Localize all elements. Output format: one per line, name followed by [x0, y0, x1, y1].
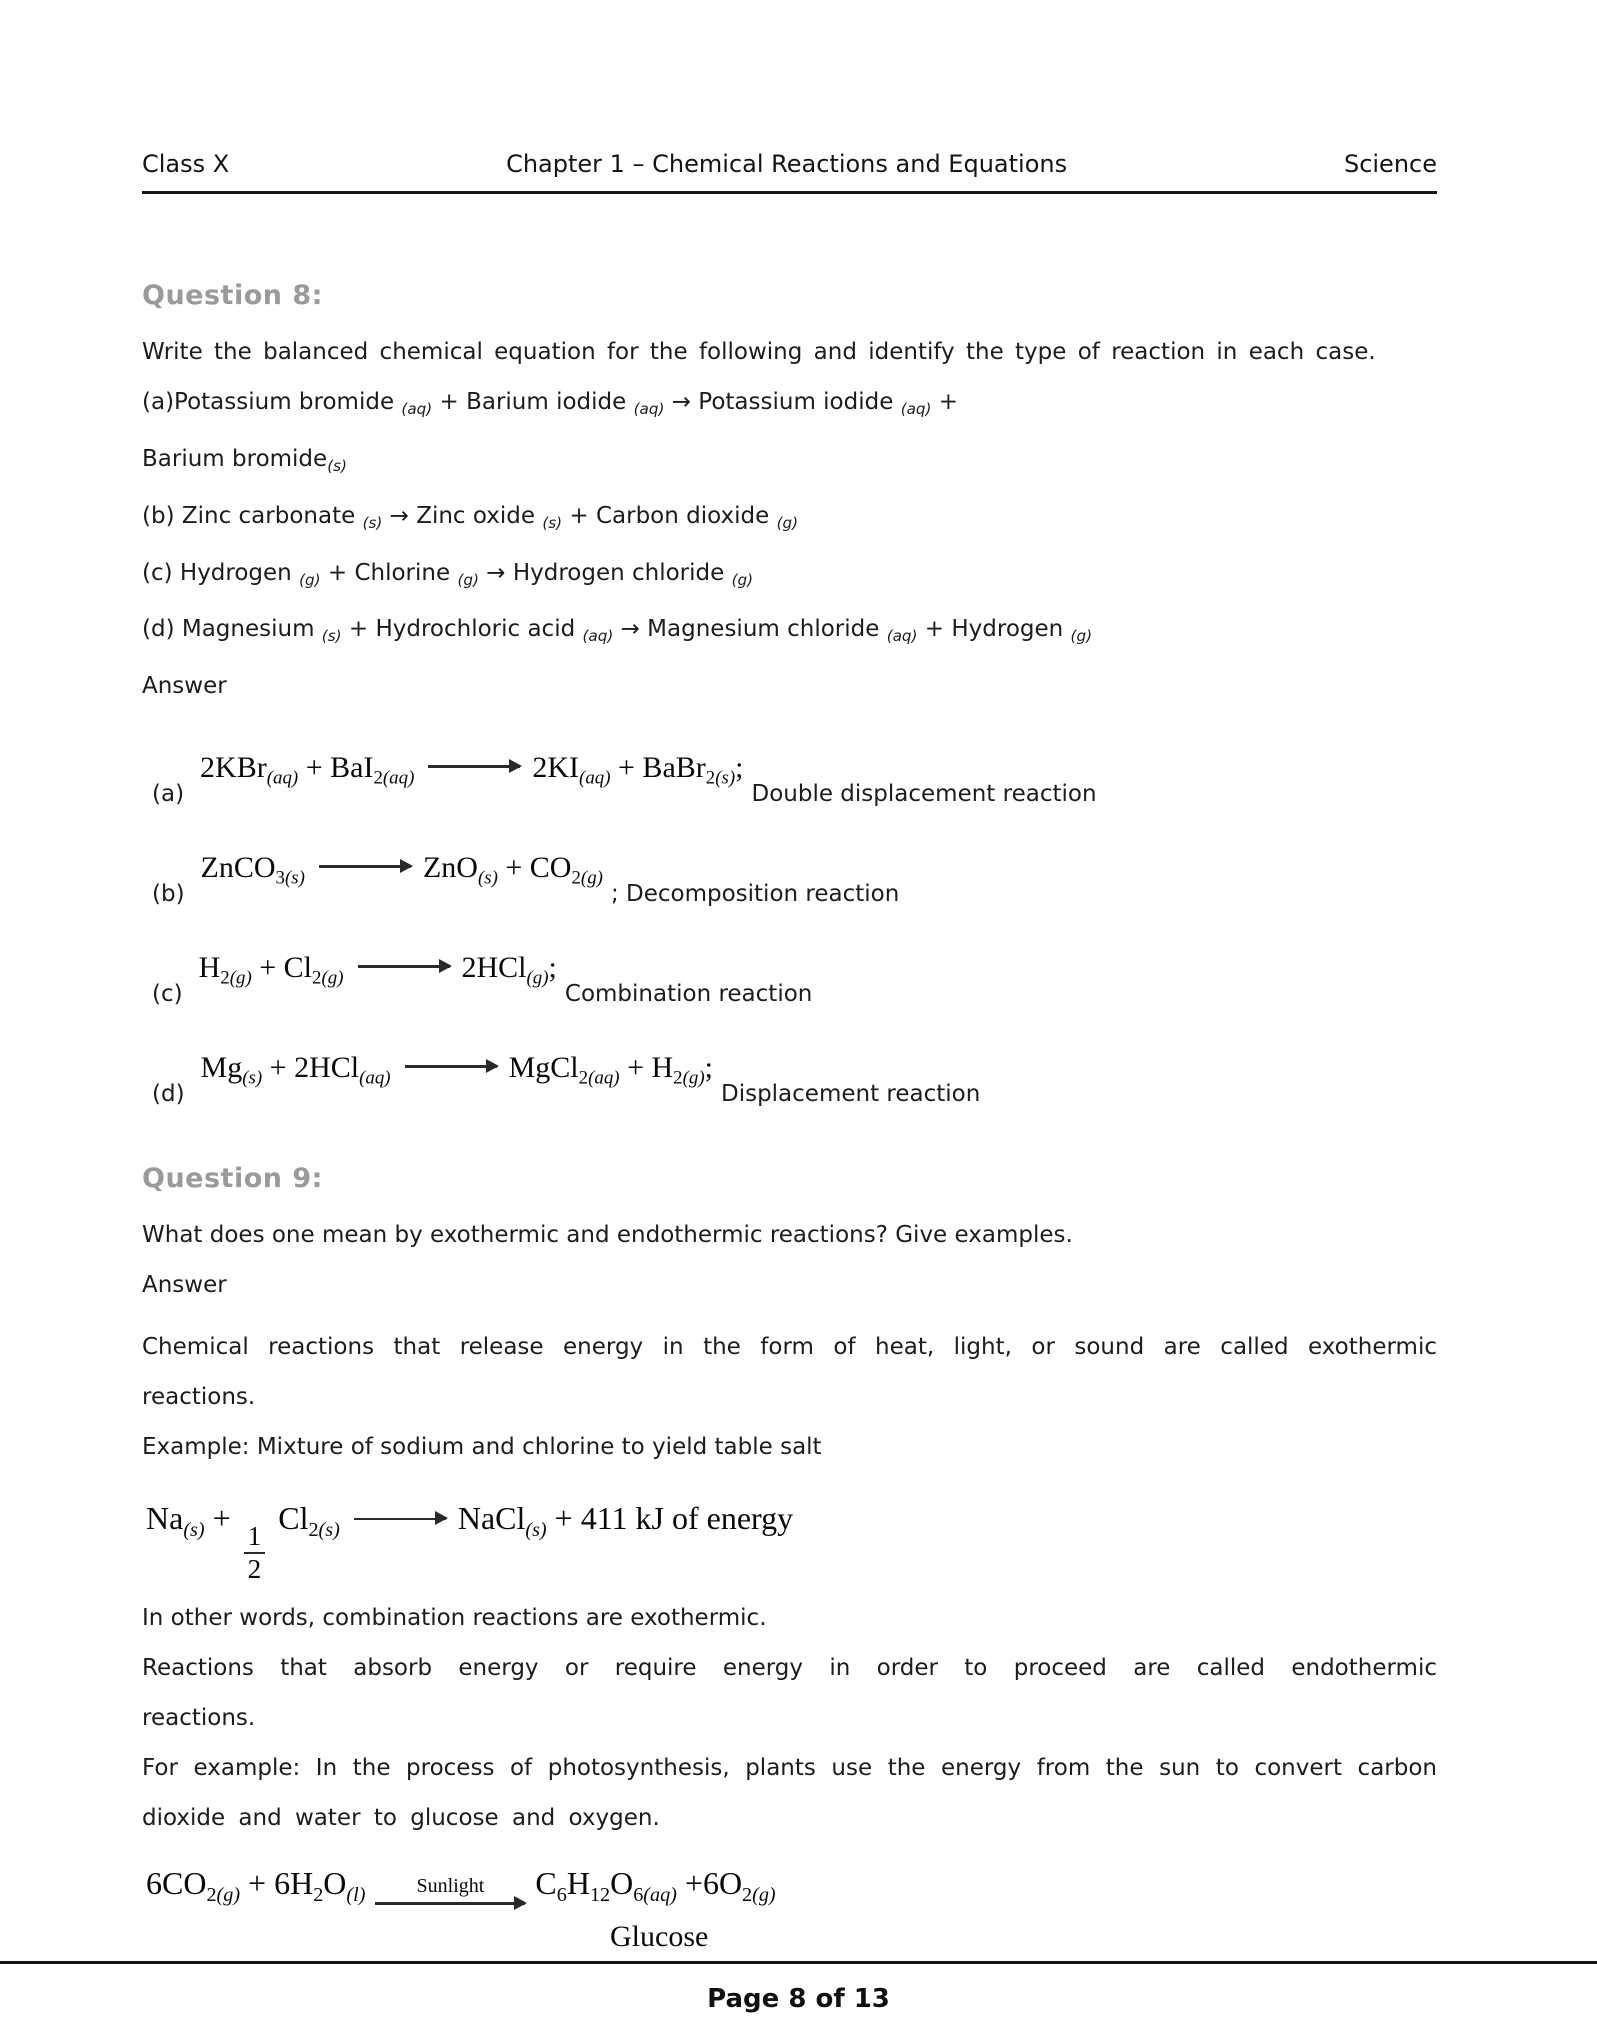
chemical-equation — [200, 751, 743, 796]
formula-subscript: (s) — [321, 627, 342, 646]
formula-text: + Carbon dioxide — [562, 502, 777, 529]
formula-subscript: (aq) — [900, 399, 932, 418]
paragraph-example: Example: Mixture of sodium and chlorine to yield table salt — [142, 1434, 822, 1461]
formula-text: (b) Zinc carbonate — [142, 502, 363, 529]
formula-text: H — [198, 950, 221, 984]
formula-text: MgCl — [508, 1050, 579, 1084]
paragraph-exothermic: Chemical reactions that release energy in the form of heat, light, or sound are called exothermic reactions. — [142, 1334, 1437, 1411]
question-8-intro: Write the balanced chemical equation for the following and identify the type of reaction in each case. — [142, 339, 1376, 365]
question-8-part-c — [142, 548, 1437, 605]
reaction-arrow — [405, 1065, 497, 1068]
formula-subscript: 6 — [633, 1884, 644, 1907]
formula-text: ; — [704, 1050, 713, 1084]
chemical-equation — [201, 1051, 713, 1096]
answer-row-b — [142, 835, 1437, 911]
formula-subscript: (aq) — [643, 1884, 677, 1907]
formula-text: Barium bromide — [142, 445, 328, 472]
formula-text: O — [323, 1865, 347, 1902]
answer-row-a — [142, 735, 1437, 811]
formula-subscript: (g) — [526, 967, 549, 989]
formula-subscript: (g) — [1070, 627, 1093, 646]
sodium-chloride-equation — [146, 1498, 1437, 1583]
formula-subscript: (aq) — [579, 767, 611, 789]
formula-subscript: (aq) — [266, 767, 299, 789]
page-header — [142, 150, 1437, 178]
formula-text: O — [610, 1865, 634, 1902]
formula-subscript: (s) — [477, 867, 498, 889]
formula-subscript: (s) — [715, 767, 736, 789]
formula-subscript: 2 — [673, 1067, 683, 1089]
formula-subscript: (aq) — [359, 1067, 391, 1089]
formula-subscript: (s) — [525, 1519, 547, 1542]
glucose-caption: Glucose — [610, 1920, 709, 1954]
formula-subscript: (s) — [318, 1519, 340, 1542]
question-9-text: What does one mean by exothermic and endothermic reactions? Give examples. — [142, 1222, 1073, 1249]
formula-text: ; — [548, 950, 557, 984]
formula-subscript: (aq) — [633, 399, 665, 418]
formula-text: + Hydrogen — [917, 616, 1071, 643]
question-8-section — [142, 280, 1437, 1111]
formula-subscript: (s) — [362, 513, 383, 532]
formula-text: + 2HCl — [262, 1050, 360, 1084]
fraction: $\frac{1}{2}$ — [244, 1522, 266, 1583]
page-number: Page 8 of 13 — [707, 1984, 890, 2014]
equation-label: (c) — [152, 981, 183, 1008]
header-subject-label: Science — [1343, 150, 1437, 178]
formula-subscript: (aq) — [886, 627, 918, 646]
formula-subscript: (g) — [731, 570, 754, 589]
formula-text: H — [566, 1865, 590, 1902]
formula-text: → Potassium iodide — [664, 389, 901, 415]
formula-text: ZnCO — [200, 850, 276, 884]
formula-text: + — [204, 1500, 239, 1537]
formula-subscript: (s) — [327, 456, 347, 475]
formula-text: + Barium iodide — [432, 389, 634, 415]
question-9-body-continued — [142, 1593, 1437, 1843]
reaction-type-label: Combination reaction — [564, 981, 813, 1008]
formula-subscript: 2 — [312, 967, 322, 989]
formula-text: NaCl — [457, 1500, 526, 1537]
reaction-arrow — [358, 965, 450, 968]
reaction-type-label: Double displacement reaction — [751, 781, 1097, 808]
paragraph-combination: In other words, combination reactions are exothermic. — [142, 1605, 767, 1632]
chemical-equation — [201, 851, 603, 896]
chemical-equation — [199, 951, 557, 996]
formula-subscript: (aq) — [582, 627, 614, 646]
formula-subscript: (g) — [299, 570, 321, 589]
formula-text: +6O — [676, 1865, 743, 1902]
formula-text: + CO — [497, 850, 572, 884]
formula-text: + Hydrochloric acid — [341, 616, 583, 643]
formula-subscript: 2 — [705, 767, 716, 789]
formula-subscript: (s) — [183, 1519, 205, 1542]
question-8-heading: Question 8: — [142, 280, 323, 311]
paragraph-photosynthesis: For example: In the process of photosynthesis, plants use the energy from the sun to convert carbon dioxide and water to glucose and oxygen. — [142, 1755, 1437, 1832]
reaction-arrow — [354, 1518, 446, 1521]
formula-text: 2KBr — [200, 750, 267, 784]
formula-text: C — [535, 1865, 557, 1902]
answer-label: Answer — [142, 1272, 227, 1299]
formula-text: + Chlorine — [320, 559, 458, 586]
formula-text: ZnO — [422, 850, 478, 884]
reaction-type-label: ; Decomposition reaction — [610, 881, 900, 908]
arrow-condition-label: Sunlight — [416, 1875, 485, 1898]
formula-text: + 6H — [240, 1865, 314, 1902]
question-8-part-d — [142, 604, 1437, 661]
formula-text: → Zinc oxide — [382, 502, 543, 529]
page-footer — [0, 1961, 1597, 2014]
formula-subscript: 2 — [206, 1884, 217, 1907]
formula-subscript: 2 — [742, 1884, 753, 1907]
question-8-body — [142, 327, 1437, 711]
formula-text: Na — [146, 1500, 184, 1537]
formula-text: + Cl — [251, 950, 313, 984]
formula-text: + BaBr — [610, 750, 706, 784]
question-9-heading: Question 9: — [142, 1163, 323, 1195]
reaction-type-label: Displacement reaction — [720, 1081, 981, 1108]
equation-label: (b) — [152, 881, 185, 908]
question-9-body — [142, 1210, 1437, 1472]
formula-subscript: (g) — [776, 513, 799, 532]
formula-text: + BaI — [298, 750, 374, 784]
formula-text: 6CO — [146, 1865, 207, 1902]
formula-subscript: 2 — [571, 867, 581, 889]
formula-subscript: 12 — [589, 1884, 611, 1907]
formula-text: ; — [735, 750, 744, 784]
equation-label: (d) — [152, 1081, 185, 1108]
header-chapter-title: Chapter 1 – Chemical Reactions and Equations — [506, 150, 1068, 178]
formula-subscript: (s) — [285, 867, 305, 889]
formula-subscript: 2 — [373, 767, 383, 789]
formula-text: (d) Magnesium — [142, 616, 322, 643]
reaction-arrow — [319, 865, 411, 868]
formula-subscript: (g) — [580, 867, 603, 889]
formula-subscript: (g) — [457, 570, 479, 589]
equation-label: (a) — [152, 781, 185, 808]
header-rule — [142, 191, 1437, 194]
question-8-part-a-line-2 — [142, 434, 1437, 491]
formula-subscript: (aq) — [588, 1067, 620, 1089]
question-8-part-b — [142, 491, 1437, 548]
formula-text: + H — [619, 1050, 674, 1084]
formula-text: Cl — [270, 1500, 309, 1537]
formula-text: → Hydrogen chloride — [478, 559, 732, 586]
reaction-arrow — [428, 765, 520, 768]
photosynthesis-equation — [146, 1863, 1437, 1908]
formula-text: Mg — [200, 1050, 243, 1084]
question-9-section — [142, 1163, 1437, 1954]
formula-subscript: 2 — [313, 1884, 324, 1907]
formula-subscript: (g) — [321, 967, 344, 989]
formula-text: + — [931, 389, 959, 415]
formula-subscript: (g) — [752, 1884, 776, 1907]
formula-subscript: (s) — [542, 513, 563, 532]
formula-text: 2KI — [532, 750, 580, 784]
formula-subscript: 2 — [220, 967, 230, 989]
formula-subscript: (g) — [229, 967, 252, 989]
formula-subscript: (g) — [682, 1067, 705, 1089]
formula-subscript: (s) — [242, 1067, 263, 1089]
formula-subscript: 6 — [556, 1884, 567, 1907]
formula-text: (c) Hydrogen — [142, 559, 300, 586]
formula-subscript: 3 — [275, 867, 285, 889]
formula-subscript: (aq) — [401, 399, 433, 418]
formula-subscript: 2 — [308, 1519, 319, 1542]
formula-subscript: (aq) — [382, 767, 415, 789]
formula-text: + 411 kJ of energy — [546, 1500, 794, 1537]
question-8-part-a-line-1 — [142, 377, 1437, 434]
formula-subscript: (l) — [346, 1884, 366, 1907]
formula-text: → Magnesium chloride — [613, 616, 887, 643]
answer-row-d — [142, 1035, 1437, 1111]
header-class-label: Class X — [142, 150, 230, 178]
formula-subscript: (g) — [216, 1884, 241, 1907]
answer-label: Answer — [142, 673, 227, 700]
formula-subscript: 2 — [578, 1067, 589, 1089]
answer-row-c — [142, 935, 1437, 1011]
formula-text: 2HCl — [461, 950, 527, 984]
paragraph-endothermic: Reactions that absorb energy or require energy in order to proceed are called endothermic reactions. — [142, 1655, 1437, 1732]
formula-text: (a)Potassium bromide — [142, 389, 402, 415]
reaction-arrow-sunlight — [375, 1876, 525, 1905]
